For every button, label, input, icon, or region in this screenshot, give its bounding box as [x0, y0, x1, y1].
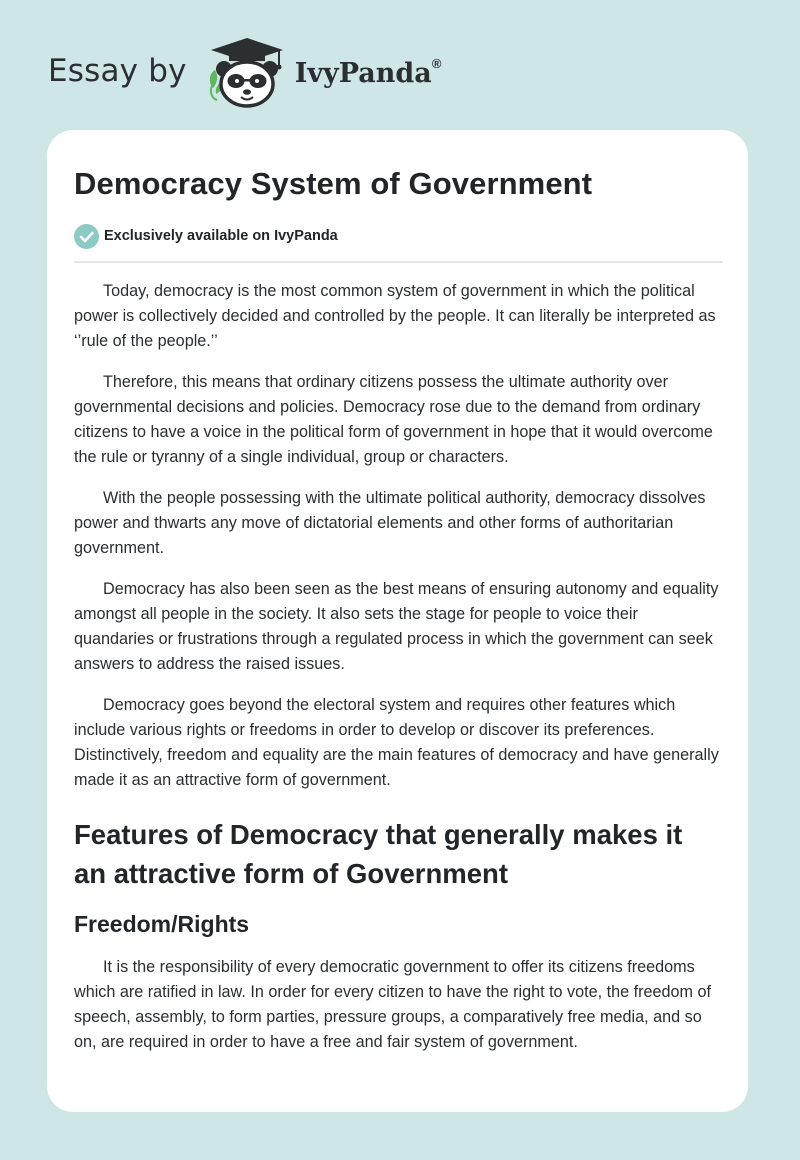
subsection-heading: Freedom/Rights	[74, 911, 250, 937]
brand-label: IvyPanda	[294, 57, 432, 89]
panda-graduation-cap-icon[interactable]	[199, 36, 291, 108]
paragraph: Today, democracy is the most common system of government in which the political power is collectively decided and controlled by the people. It can literally be interpreted as ‘’rule of the people.’’	[74, 282, 716, 350]
badge-label: Exclusively available on IvyPanda	[104, 228, 338, 244]
check-circle-icon	[74, 224, 99, 249]
paragraph: Therefore, this means that ordinary citizens possess the ultimate authority over governmental decisions and policies. Democracy rose due to the demand from ordinary citizens to have a voice in the political form of government in hope that it would overcome the rule or tyranny of a single individual, group or characters.	[74, 373, 713, 466]
exclusive-badge	[74, 223, 721, 249]
paragraph: Democracy has also been seen as the best means of ensuring autonomy and equality amongst all people in the society. It also sets the stage for people to voice their quandaries or frustrations through a regulated process in which the government can seek answers to address the raised issues.	[74, 580, 719, 673]
registered-mark: ®	[431, 55, 442, 71]
paragraph: It is the responsibility of every democratic government to offer its citizens freedoms which are ratified in law. In order for every citizen to have the right to vote, the freedom of speech, assembly, to form parties, pressure groups, a comparatively free media, and so on, are required in order to have a free and fair system of government.	[74, 958, 712, 1051]
brand-name[interactable]	[294, 55, 442, 89]
divider	[74, 261, 723, 263]
essay-by-label: Essay by	[48, 53, 187, 89]
essay-body	[74, 279, 721, 1055]
site-header	[48, 36, 441, 108]
section-heading: Features of Democracy that generally makes it an attractive form of Government	[74, 819, 683, 889]
page-title: Democracy System of Government	[74, 166, 593, 201]
paragraph: Democracy goes beyond the electoral system and requires other features which include various rights or freedoms in order to develop or discover its preferences. Distinctively, freedom and equality are the main features of democracy and have generally made it as an attractive form of government.	[74, 696, 719, 789]
essay-card	[47, 130, 748, 1112]
paragraph: With the people possessing with the ultimate political authority, democracy dissolves power and thwarts any move of dictatorial elements and other forms of authoritarian government.	[74, 489, 706, 557]
